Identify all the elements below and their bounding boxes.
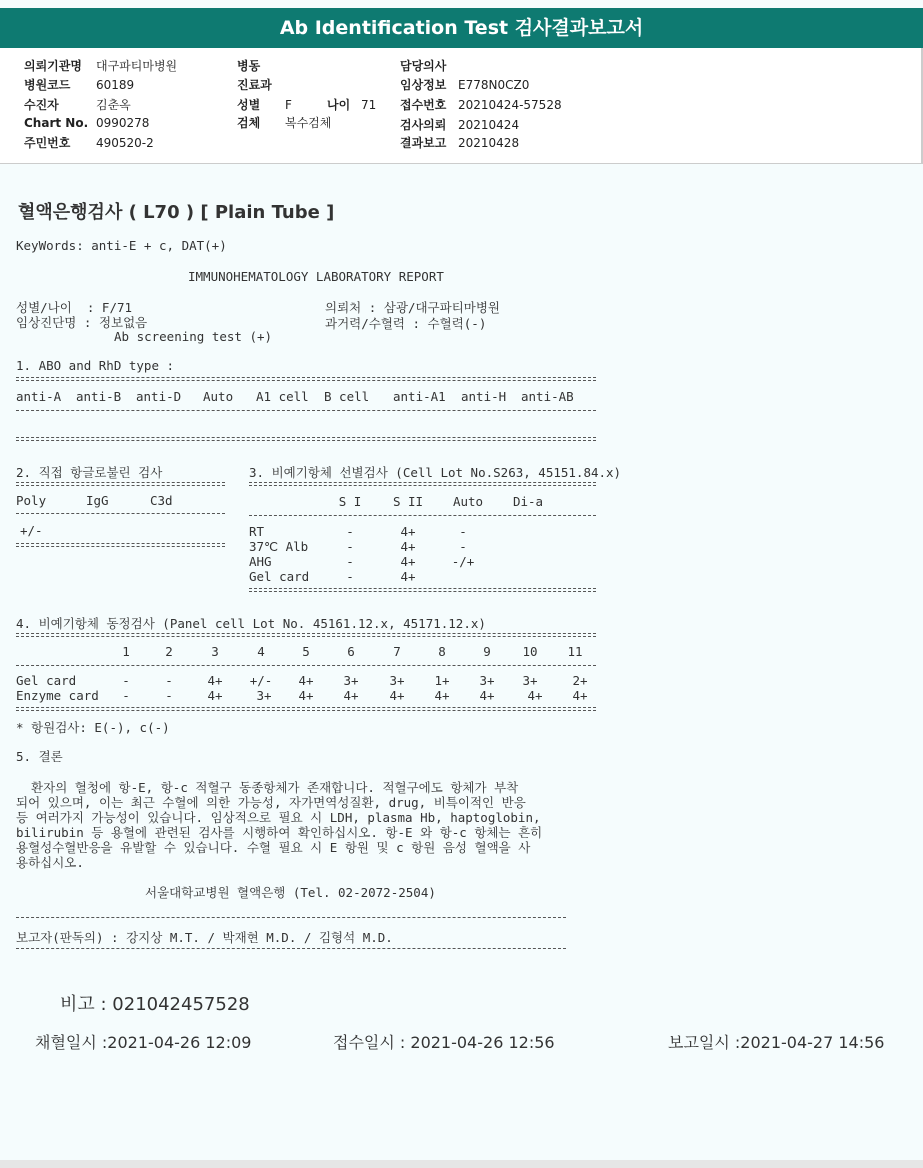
- screening-line: Ab screening test (+): [114, 329, 273, 344]
- panel-col-header: 11: [567, 644, 583, 659]
- abo-header-anti-a: anti-A: [16, 389, 62, 404]
- institution-line: 서울대학교병원 혈액은행 (Tel. 02-2072-2504): [145, 885, 436, 900]
- conclusion-line: 등 여러가지 가능성이 있습니다. 임상적으로 필요 시 LDH, plasma Hb, haptoglobin,: [16, 810, 541, 825]
- screening-cell: 4+: [400, 569, 416, 584]
- panel-cell: 2+: [572, 673, 588, 688]
- separator: [16, 665, 596, 666]
- abo-heading: 1. ABO and RhD type :: [16, 358, 175, 373]
- patient-header: [0, 48, 923, 164]
- abo-header-anti-d: anti-D: [136, 389, 182, 404]
- panel-col-header: 10: [522, 644, 538, 659]
- report-datetime: 보고일시 :2021-04-27 14:56: [668, 1033, 885, 1052]
- separator-double: [249, 482, 596, 486]
- panel-heading: 4. 비예기항체 동정검사 (Panel cell Lot No. 45161.12.x, 45171.12.x): [16, 616, 486, 631]
- panel-col-header: 7: [393, 644, 401, 659]
- bottom-strip: [0, 1160, 923, 1168]
- abo-header-auto: Auto: [203, 389, 234, 404]
- panel-cell: -: [122, 688, 130, 703]
- conclusion-heading: 5. 결론: [16, 749, 63, 764]
- panel-cell: 3+: [389, 673, 405, 688]
- panel-cell: 3+: [522, 673, 538, 688]
- panel-cell: 4+: [479, 688, 495, 703]
- panel-col-header: 4: [257, 644, 265, 659]
- panel-cell: 4+: [207, 688, 223, 703]
- screening-header-s1: S I: [338, 494, 362, 509]
- screening-cell: 4+: [400, 524, 416, 539]
- panel-cell: 4+: [527, 688, 543, 703]
- doctor-field: 담당의사: [400, 59, 447, 73]
- conclusion-line: 용혈성수혈반응을 유발할 수 있습니다. 수혈 필요 시 E 항원 및 c 항원 음성 혈액을 사: [16, 840, 531, 855]
- referrer-line: 의뢰처 : 삼광/대구파티마병원: [325, 300, 501, 315]
- panel-col-header: 8: [438, 644, 446, 659]
- note-field: 비고 : 021042457528: [60, 994, 250, 1015]
- panel-cell: 4+: [298, 673, 314, 688]
- screening-cell: -: [346, 569, 354, 584]
- age-field: 나이 71: [327, 98, 377, 112]
- institution-field: 의뢰기관명 대구파티마병원: [24, 59, 178, 73]
- panel-cell: -: [122, 673, 130, 688]
- screening-header-dia: Di-a: [512, 494, 544, 509]
- screening-row-label: RT: [249, 524, 265, 539]
- screening-cell: -: [346, 524, 354, 539]
- collection-datetime: 채혈일시 :2021-04-26 12:09: [35, 1033, 252, 1052]
- screening-cell: -: [459, 524, 467, 539]
- separator-double: [16, 437, 596, 441]
- dat-header-c3d: C3d: [150, 493, 173, 508]
- separator-double: [16, 707, 596, 711]
- request-date-field: 검사의뢰 20210424: [400, 118, 520, 132]
- screening-cell: -: [346, 554, 354, 569]
- panel-cell: 4+: [298, 688, 314, 703]
- abo-header-anti-b: anti-B: [76, 389, 122, 404]
- clinical-info-field: 임상정보 E778N0CZ0: [400, 78, 530, 92]
- separator-double: [16, 543, 225, 547]
- panel-cell: 4+: [572, 688, 588, 703]
- separator: [16, 917, 566, 918]
- screening-cell: -: [346, 539, 354, 554]
- screening-row-label: Gel card: [249, 569, 310, 584]
- conclusion-line: 환자의 혈청에 항-E, 항-c 적혈구 동종항체가 존재합니다. 적혈구에도 항체가 부착: [16, 780, 519, 795]
- dat-result: +/-: [20, 523, 43, 538]
- abo-header-anti-h: anti-H: [461, 389, 507, 404]
- abo-header-anti-a1: anti-A1: [393, 389, 446, 404]
- panel-col-header: 6: [347, 644, 355, 659]
- patient-name-field: 수진자 김춘옥: [24, 98, 131, 112]
- ward-field: 병동: [237, 59, 261, 73]
- screening-cell: 4+: [400, 539, 416, 554]
- abo-header-anti-ab: anti-AB: [521, 389, 574, 404]
- dat-header-poly: Poly: [16, 493, 47, 508]
- panel-col-header: 1: [122, 644, 130, 659]
- dat-header-igg: IgG: [86, 493, 109, 508]
- panel-cell: 4+: [207, 673, 223, 688]
- report-date-field: 결과보고 20210428: [400, 136, 520, 150]
- report-title: 혈액은행검사 ( L70 ) [ Plain Tube ]: [18, 202, 335, 223]
- keywords-line: KeyWords: anti-E + c, DAT(+): [16, 238, 227, 253]
- separator-double: [16, 633, 596, 637]
- department-field: 진료과: [237, 78, 272, 92]
- screening-header-auto: Auto: [452, 494, 484, 509]
- panel-cell: 3+: [256, 688, 272, 703]
- panel-col-header: 3: [211, 644, 219, 659]
- panel-cell: 3+: [479, 673, 495, 688]
- panel-col-header: 9: [483, 644, 491, 659]
- separator-double: [16, 482, 225, 486]
- specimen-field: 검체 복수검체: [237, 116, 332, 130]
- separator-double: [16, 377, 596, 381]
- conclusion-line: bilirubin 등 용혈에 관련된 검사를 시행하여 확인하십시오. 항-E 와 항-c 항체는 흔히: [16, 825, 543, 840]
- report-banner: Ab Identification Test 검사결과보고서: [0, 8, 923, 48]
- sex-field: 성별 F: [237, 98, 292, 112]
- screening-header-s2: S II: [392, 494, 424, 509]
- separator: [16, 513, 225, 514]
- abo-header-b-cell: B cell: [324, 389, 370, 404]
- sex-age-line: 성별/나이 : F/71: [16, 300, 133, 315]
- panel-cell: +/-: [249, 673, 273, 688]
- screening-cell: -: [459, 539, 467, 554]
- dat-heading: 2. 직접 항글로불린 검사: [16, 465, 163, 480]
- screening-row-label: 37℃ Alb: [249, 539, 309, 554]
- separator: [16, 948, 566, 949]
- screening-cell: 4+: [400, 554, 416, 569]
- conclusion-line: 되어 있으며, 이는 최근 수혈에 의한 가능성, 자가면역성질환, drug, 비특이적인 반응: [16, 795, 526, 810]
- screening-row-label: AHG: [249, 554, 272, 569]
- panel-cell: 1+: [434, 673, 450, 688]
- panel-col-header: 5: [302, 644, 310, 659]
- panel-row-label: Enzyme card: [16, 688, 99, 703]
- conclusion-line: 용하십시오.: [16, 855, 84, 870]
- screening-cell: -/+: [451, 554, 475, 569]
- abo-header-a1-cell: A1 cell: [256, 389, 309, 404]
- panel-cell: 4+: [389, 688, 405, 703]
- separator-double: [249, 588, 596, 592]
- panel-cell: 3+: [343, 673, 359, 688]
- panel-cell: -: [165, 688, 173, 703]
- panel-col-header: 2: [165, 644, 173, 659]
- separator: [249, 515, 596, 516]
- panel-cell: 4+: [434, 688, 450, 703]
- reporters-line: 보고자(판독의) : 강지상 M.T. / 박재현 M.D. / 김형석 M.D.: [16, 930, 393, 945]
- diagnosis-line: 임상진단명 : 정보없음: [16, 315, 148, 330]
- panel-row-label: Gel card: [16, 673, 77, 688]
- separator: [16, 410, 596, 411]
- resident-no-field: 주민번호 490520-2: [24, 136, 154, 150]
- screening-heading: 3. 비예기항체 선별검사 (Cell Lot No.S263, 45151.84.x): [249, 465, 622, 480]
- chart-no-field: Chart No. 0990278: [24, 116, 150, 130]
- panel-cell: 4+: [343, 688, 359, 703]
- receipt-datetime: 접수일시 : 2021-04-26 12:56: [333, 1033, 555, 1052]
- panel-cell: -: [165, 673, 173, 688]
- antigen-test-line: * 항원검사: E(-), c(-): [16, 720, 170, 735]
- history-line: 과거력/수혈력 : 수혈력(-): [325, 316, 487, 331]
- receipt-no-field: 접수번호 20210424-57528: [400, 98, 562, 112]
- hospital-code-field: 병원코드 60189: [24, 78, 135, 92]
- lab-report-title: IMMUNOHEMATOLOGY LABORATORY REPORT: [188, 269, 444, 284]
